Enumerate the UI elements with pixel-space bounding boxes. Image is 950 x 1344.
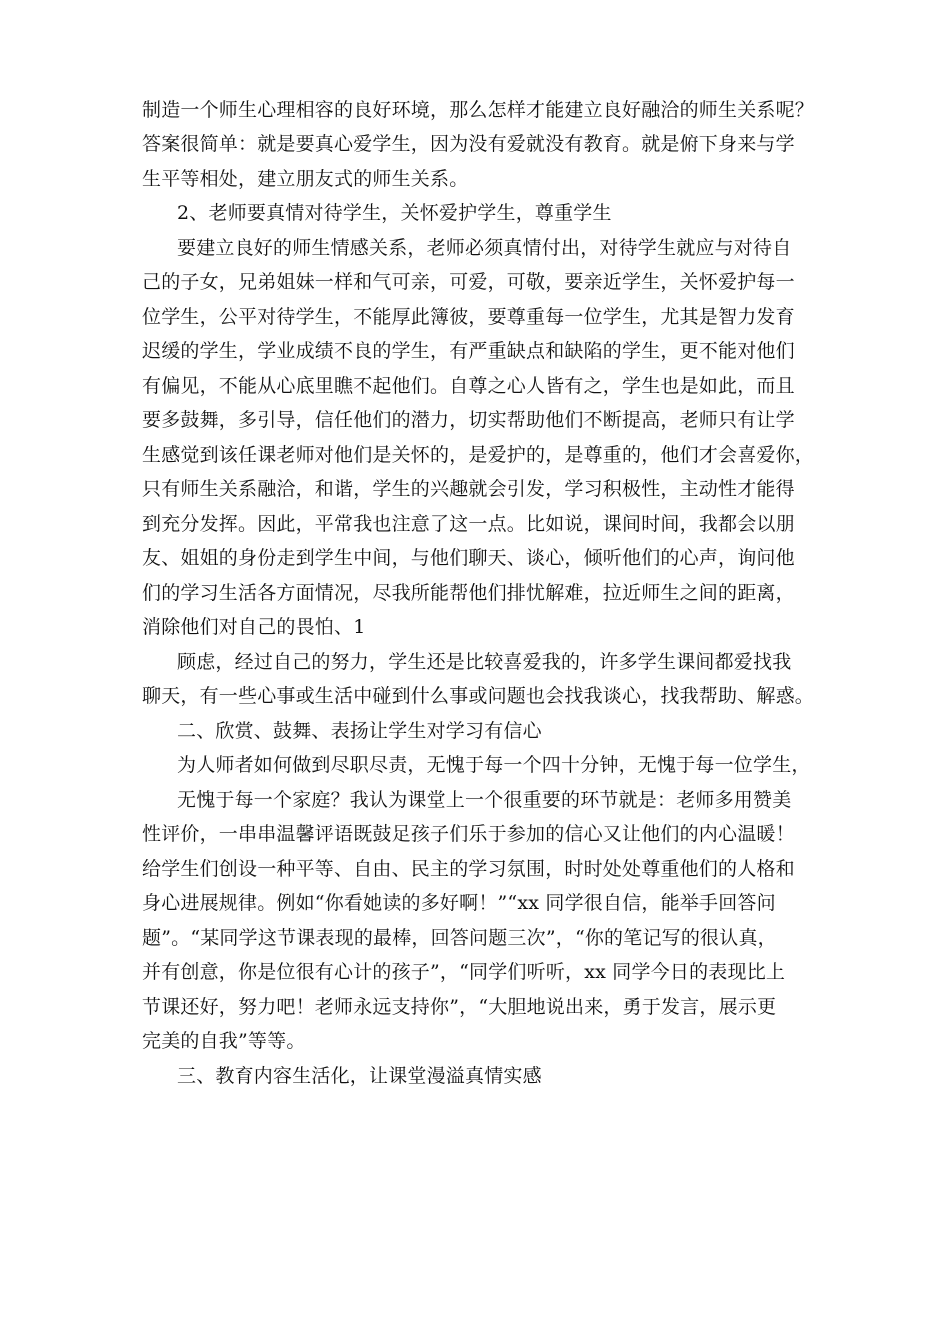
text-line: 们的学习生活各方面情况，尽我所能帮他们排忧解难，拉近师生之间的距离， xyxy=(142,582,795,604)
text-line: 并有创意，你是位很有心计的孩子”，“同学们听听，xx 同学今日的表现比上 xyxy=(142,961,786,983)
text-line: 迟缓的学生，学业成绩不良的学生，有严重缺点和缺陷的学生，更不能对他们 xyxy=(142,340,795,362)
text-line: 答案很简单：就是要真心爱学生，因为没有爱就没有教育。就是俯下身来与学 xyxy=(142,133,795,155)
text-line: 到充分发挥。因此，平常我也注意了这一点。比如说，课间时间，我都会以朋 xyxy=(142,513,795,535)
text-line: 制造一个师生心理相容的良好环境，那么怎样才能建立良好融洽的师生关系呢？ xyxy=(142,99,815,121)
text-line: 完美的自我”等等。 xyxy=(142,1030,306,1052)
text-line: 给学生们创设一种平等、自由、民主的学习氛围，时时处处尊重他们的人格和 xyxy=(142,858,795,880)
text-line: 生平等相处，建立朋友式的师生关系。 xyxy=(142,168,469,190)
text-line: 生感觉到该任课老师对他们是关怀的，是爱护的，是尊重的，他们才会喜爱你， xyxy=(142,444,815,466)
text-line: 消除他们对自己的畏怕、1 xyxy=(142,616,366,638)
text-line: 聊天，有一些心事或生活中碰到什么事或问题也会找我谈心，找我帮助、解惑。 xyxy=(142,685,815,707)
text-line: 顾虑，经过自己的努力，学生还是比较喜爱我的，许多学生课间都爱找我 xyxy=(177,651,792,673)
text-line: 为人师者如何做到尽职尽责，无愧于每一个四十分钟，无愧于每一位学生， xyxy=(177,754,811,776)
text-line: 性评价，一串串温馨评语既鼓足孩子们乐于参加的信心又让他们的内心温暖！ xyxy=(142,823,795,845)
text-line: 节课还好，努力吧！老师永远支持你”，“大胆地说出来，勇于发言，展示更 xyxy=(142,996,777,1018)
section-heading: 三、教育内容生活化，让课堂漫溢真情实感 xyxy=(177,1065,542,1087)
text-line: 位学生，公平对待学生，不能厚此簿彼，要尊重每一位学生，尤其是智力发育 xyxy=(142,306,795,328)
text-line: 要多鼓舞，多引导，信任他们的潜力，切实帮助他们不断提高，老师只有让学 xyxy=(142,409,795,431)
text-line: 无愧于每一个家庭？我认为课堂上一个很重要的环节就是：老师多用赞美 xyxy=(177,789,792,811)
text-line: 只有师生关系融洽，和谐，学生的兴趣就会引发，学习积极性，主动性才能得 xyxy=(142,478,795,500)
text-line: 己的子女，兄弟姐妹一样和气可亲，可爱，可敬，要亲近学生，关怀爱护每一 xyxy=(142,271,795,293)
text-line: 友、姐姐的身份走到学生中间，与他们聊天、谈心，倾听他们的心声，询问他 xyxy=(142,547,795,569)
section-heading: 二、欣赏、鼓舞、表扬让学生对学习有信心 xyxy=(177,720,542,742)
text-line: 题”。“某同学这节课表现的最棒，回答问题三次”，“你的笔记写的很认真， xyxy=(142,927,777,949)
text-line: 身心进展规律。例如“你看她读的多好啊！”“xx 同学很自信，能举手回答问 xyxy=(142,892,776,914)
section-heading: 2、老师要真情对待学生，关怀爱护学生，尊重学生 xyxy=(177,202,612,224)
text-line: 要建立良好的师生情感关系，老师必须真情付出，对待学生就应与对待自 xyxy=(177,237,792,259)
text-line: 有偏见，不能从心底里瞧不起他们。自尊之心人皆有之，学生也是如此，而且 xyxy=(142,375,795,397)
